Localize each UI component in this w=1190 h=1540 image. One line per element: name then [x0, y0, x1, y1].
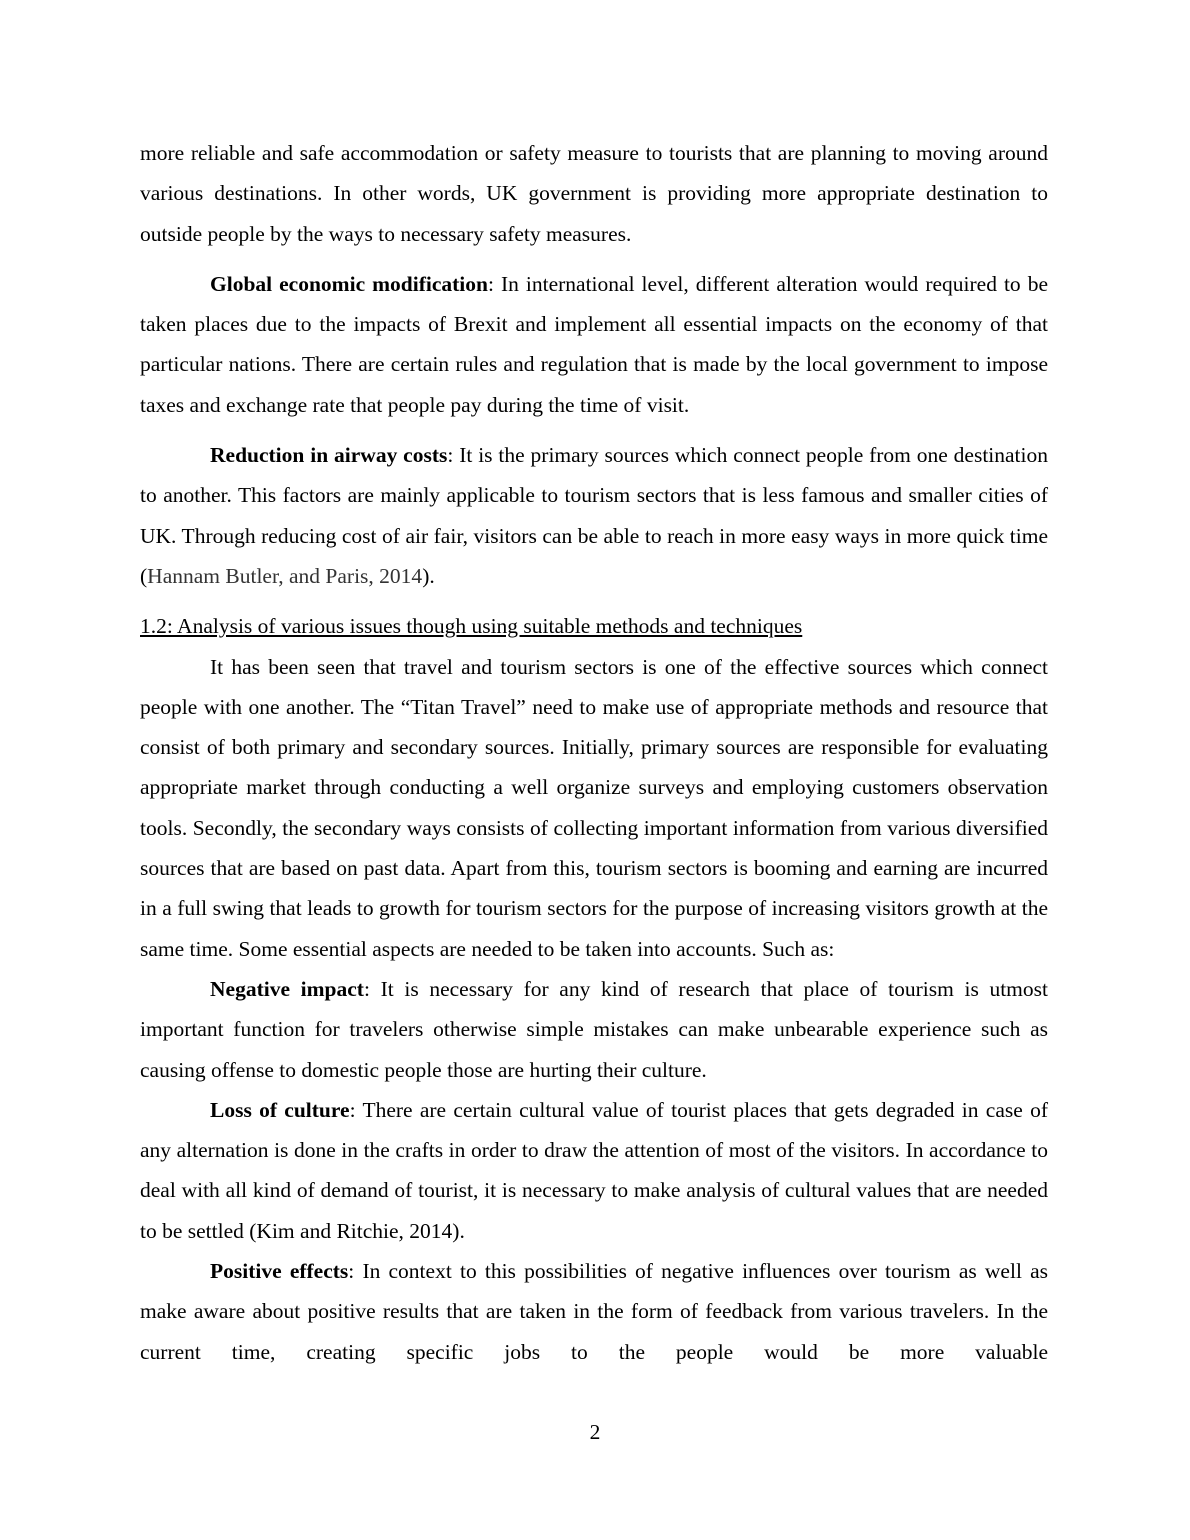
- page-number: 2: [589, 1420, 601, 1444]
- paragraph-positive-effects: [140, 1251, 1048, 1372]
- paragraph-negative-impact: [140, 969, 1048, 1090]
- text-positive-effects: : In context to this possibilities of negative influences over tourism as well as make aware about positive results that are taken in the form of feedback from various travelers. In the current time, creating specific jobs to the people would be more valuable: [140, 1259, 1048, 1364]
- term-global-economic-modification: Global economic modification: [210, 271, 488, 296]
- term-positive-effects: Positive effects: [210, 1259, 349, 1284]
- term-loss-of-culture: Loss of culture: [210, 1097, 350, 1122]
- paragraph-reduction-airway-costs: [140, 435, 1048, 596]
- text-loss-of-culture: : There are certain cultural value of tourist places that gets degraded in case of any alternation is done in the crafts in order to draw the attention of most of the visitors. In accordance to deal with all kind of demand of tourist, it is necessary to make analysis of cultural values that are needed to be settled (Kim and Ritchie, 2014).: [140, 1097, 1048, 1243]
- document-body: [140, 133, 1048, 1372]
- section-heading: 1.2: Analysis of various issues though using suitable methods and techniques: [140, 614, 803, 639]
- citation-hannam: Hannam Butler, and Paris, 2014: [147, 563, 423, 588]
- paragraph-safety-measures: more reliable and safe accommodation or safety measure to tourists that are planning to moving around various destinations. In other words, UK government is providing more appropriate destination to outside people by the ways to necessary safety measures.: [140, 141, 1048, 246]
- citation-close: ).: [422, 563, 435, 588]
- text-reduction-airway-costs: : It is the primary sources which connect people from one destination to another. This factors are mainly applicable to tourism sectors that is less famous and smaller cities of UK. Through reducing cost of air fair, visitors can be able to reach in more easy ways in more quick time (: [140, 443, 1049, 588]
- paragraph-global-economic-modification: [140, 264, 1048, 425]
- paragraph-loss-of-culture: [140, 1090, 1048, 1251]
- paragraph-titan-travel-methods: It has been seen that travel and tourism sectors is one of the effective sources which connect people with one another. The “Titan Travel” need to make use of appropriate methods and resource that consist of both primary and secondary sources. Initially, primary sources are responsible for evaluating appropriate market through conducting a well organize surveys and employing customers observation tools. Secondly, the secondary ways consists of collecting important information from various diversified sources that are based on past data. Apart from this, tourism sectors is booming and earning are incurred in a full swing that leads to growth for tourism sectors for the purpose of increasing visitors growth at the same time. Some essential aspects are needed to be taken into accounts. Such as:: [140, 654, 1048, 961]
- text-global-economic-modification: : In international level, different alteration would required to be taken places due to the impacts of Brexit and implement all essential impacts on the economy of that particular nations. There are certain rules and regulation that is made by the local government to impose taxes and exchange rate that people pay during the time of visit.: [140, 271, 1048, 417]
- text-negative-impact: : It is necessary for any kind of research that place of tourism is utmost important function for travelers otherwise simple mistakes can make unbearable experience such as causing offense to domestic people those are hurting their culture.: [140, 976, 1048, 1082]
- term-negative-impact: Negative impact: [210, 976, 364, 1001]
- term-reduction-airway-costs: Reduction in airway costs: [210, 443, 448, 468]
